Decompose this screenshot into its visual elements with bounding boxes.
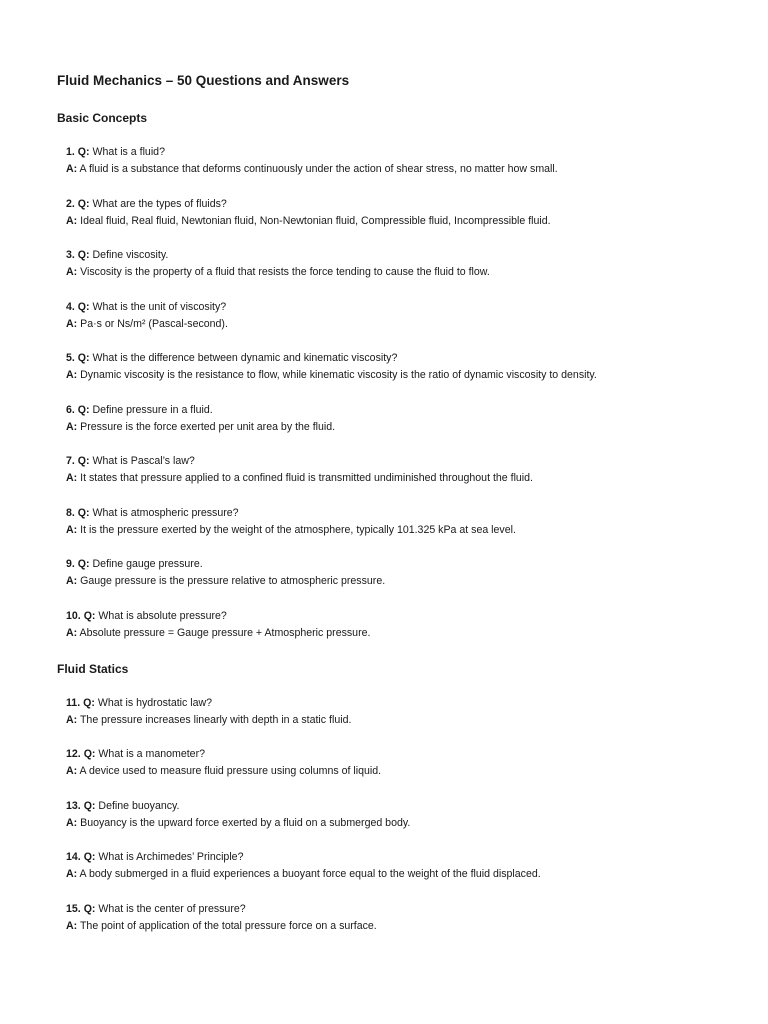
section-2 (57, 661, 728, 935)
question-number: 3. (66, 249, 75, 261)
question-number: 6. (66, 403, 75, 416)
answer-label: A: (66, 626, 78, 639)
answer-line (66, 918, 728, 935)
question-line (66, 556, 728, 573)
qa-item (66, 798, 728, 832)
question-line (66, 505, 728, 522)
answer-text: It states that pressure applied to a confined fluid is transmitted undiminished throughout the fluid. (80, 472, 533, 484)
qa-item (66, 695, 728, 729)
question-line (66, 350, 728, 367)
question-line (66, 901, 728, 918)
question-number: 8. (66, 506, 75, 519)
question-line (66, 247, 728, 264)
section-heading: Basic Concepts (57, 111, 148, 125)
question-text: What is the center of pressure? (98, 902, 246, 915)
question-label: Q: (83, 851, 96, 863)
answer-text: Gauge pressure is the pressure relative to atmospheric pressure. (80, 575, 386, 587)
question-label: Q: (83, 609, 96, 622)
answer-label: A: (66, 523, 78, 536)
answer-text: A body submerged in a fluid experiences a buoyant force equal to the weight of the fluid displaced. (79, 868, 541, 880)
qa-item (66, 402, 728, 436)
answer-line (66, 419, 728, 436)
answer-line (66, 573, 728, 590)
question-number: 15. (66, 902, 81, 915)
answer-text: Pa·s or Ns/m² (Pascal-second). (80, 317, 228, 330)
question-label: Q: (77, 146, 90, 158)
answer-label: A: (66, 317, 78, 330)
answer-line (66, 815, 728, 832)
answer-label: A: (66, 472, 78, 484)
question-label: Q: (83, 799, 96, 812)
document-body (57, 110, 728, 935)
section-1 (57, 110, 728, 642)
qa-item (66, 505, 728, 539)
answer-line (66, 625, 728, 642)
answer-label: A: (66, 713, 78, 726)
answer-label: A: (66, 420, 78, 433)
qa-item (66, 196, 728, 230)
question-label: Q: (77, 403, 90, 416)
question-number: 10. (66, 609, 81, 622)
answer-text: Buoyancy is the upward force exerted by a fluid on a submerged body. (80, 816, 411, 829)
section-heading: Fluid Statics (57, 661, 129, 676)
question-text: What is a fluid? (92, 146, 165, 158)
answer-line (66, 866, 728, 883)
question-line (66, 608, 728, 625)
answer-label: A: (66, 919, 78, 932)
answer-text: Absolute pressure = Gauge pressure + Atmospheric pressure. (79, 626, 371, 639)
question-text: What is hydrostatic law? (97, 696, 213, 709)
question-label: Q: (77, 558, 90, 570)
question-text: What is Archimedes’ Principle? (98, 851, 244, 863)
question-label: Q: (77, 249, 90, 261)
question-label: Q: (77, 197, 90, 210)
question-text: What is absolute pressure? (98, 609, 227, 622)
answer-text: Ideal fluid, Real fluid, Newtonian fluid, Non-Newtonian fluid, Compressible fluid, Incompressible fluid. (80, 214, 551, 227)
question-number: 5. (66, 352, 75, 364)
qa-item (66, 144, 728, 178)
question-text: Define pressure in a fluid. (92, 403, 213, 416)
question-label: Q: (77, 455, 90, 467)
answer-line (66, 763, 728, 780)
question-number: 4. (66, 300, 75, 313)
answer-line (66, 712, 728, 729)
qa-item (66, 453, 728, 487)
question-text: What is atmospheric pressure? (92, 506, 239, 519)
question-line (66, 453, 728, 470)
question-label: Q: (77, 506, 90, 519)
answer-label: A: (66, 369, 78, 381)
answer-label: A: (66, 575, 78, 587)
question-number: 7. (66, 455, 75, 467)
qa-item (66, 247, 728, 281)
question-label: Q: (83, 902, 96, 915)
answer-line (66, 161, 728, 178)
answer-label: A: (66, 163, 78, 175)
answer-label: A: (66, 868, 78, 880)
answer-line (66, 264, 728, 281)
question-line (66, 196, 728, 213)
answer-line (66, 367, 728, 384)
answer-label: A: (66, 266, 78, 278)
document-title: Fluid Mechanics – 50 Questions and Answers (57, 73, 350, 88)
question-number: 2. (66, 197, 75, 210)
question-text: What is Pascal’s law? (92, 455, 195, 467)
qa-item (66, 746, 728, 780)
answer-text: Dynamic viscosity is the resistance to flow, while kinematic viscosity is the ratio of dynamic viscosity to density. (80, 369, 597, 381)
qa-list (57, 144, 728, 642)
question-text: What are the types of fluids? (92, 197, 227, 210)
answer-text: Pressure is the force exerted per unit area by the fluid. (80, 420, 336, 433)
question-text: What is a manometer? (98, 748, 205, 760)
question-number: 14. (66, 851, 81, 863)
question-text: Define buoyancy. (98, 799, 180, 812)
answer-label: A: (66, 816, 78, 829)
question-label: Q: (77, 300, 90, 313)
qa-item (66, 350, 728, 384)
question-text: What is the difference between dynamic and kinematic viscosity? (92, 352, 398, 364)
qa-item (66, 608, 728, 642)
question-line (66, 695, 728, 712)
answer-label: A: (66, 765, 78, 777)
answer-text: It is the pressure exerted by the weight of the atmosphere, typically 101.325 kPa at sea level. (80, 523, 516, 536)
qa-item (66, 901, 728, 935)
question-line (66, 299, 728, 316)
question-number: 9. (66, 558, 75, 570)
question-line (66, 849, 728, 866)
question-text: What is the unit of viscosity? (92, 300, 227, 313)
qa-list (57, 695, 728, 935)
question-number: 12. (66, 748, 81, 760)
question-number: 1. (66, 146, 75, 158)
qa-item (66, 556, 728, 590)
answer-text: The point of application of the total pressure force on a surface. (79, 919, 377, 932)
question-text: Define gauge pressure. (92, 558, 203, 570)
question-number: 11. (66, 696, 81, 709)
answer-line (66, 316, 728, 333)
question-line (66, 798, 728, 815)
answer-line (66, 470, 728, 487)
question-number: 13. (66, 799, 81, 812)
question-label: Q: (83, 696, 95, 709)
question-label: Q: (83, 748, 96, 760)
answer-text: Viscosity is the property of a fluid that resists the force tending to cause the fluid to flow. (80, 266, 490, 278)
qa-item (66, 849, 728, 883)
answer-text: A device used to measure fluid pressure using columns of liquid. (79, 765, 382, 777)
answer-label: A: (66, 214, 78, 227)
question-label: Q: (77, 352, 90, 364)
answer-line (66, 213, 728, 230)
question-line (66, 746, 728, 763)
answer-text: A fluid is a substance that deforms continuously under the action of shear stress, no matter how small. (79, 163, 558, 175)
answer-line (66, 522, 728, 539)
question-line (66, 144, 728, 161)
question-text: Define viscosity. (92, 249, 169, 261)
answer-text: The pressure increases linearly with depth in a static fluid. (79, 713, 352, 726)
qa-item (66, 299, 728, 333)
question-line (66, 402, 728, 419)
